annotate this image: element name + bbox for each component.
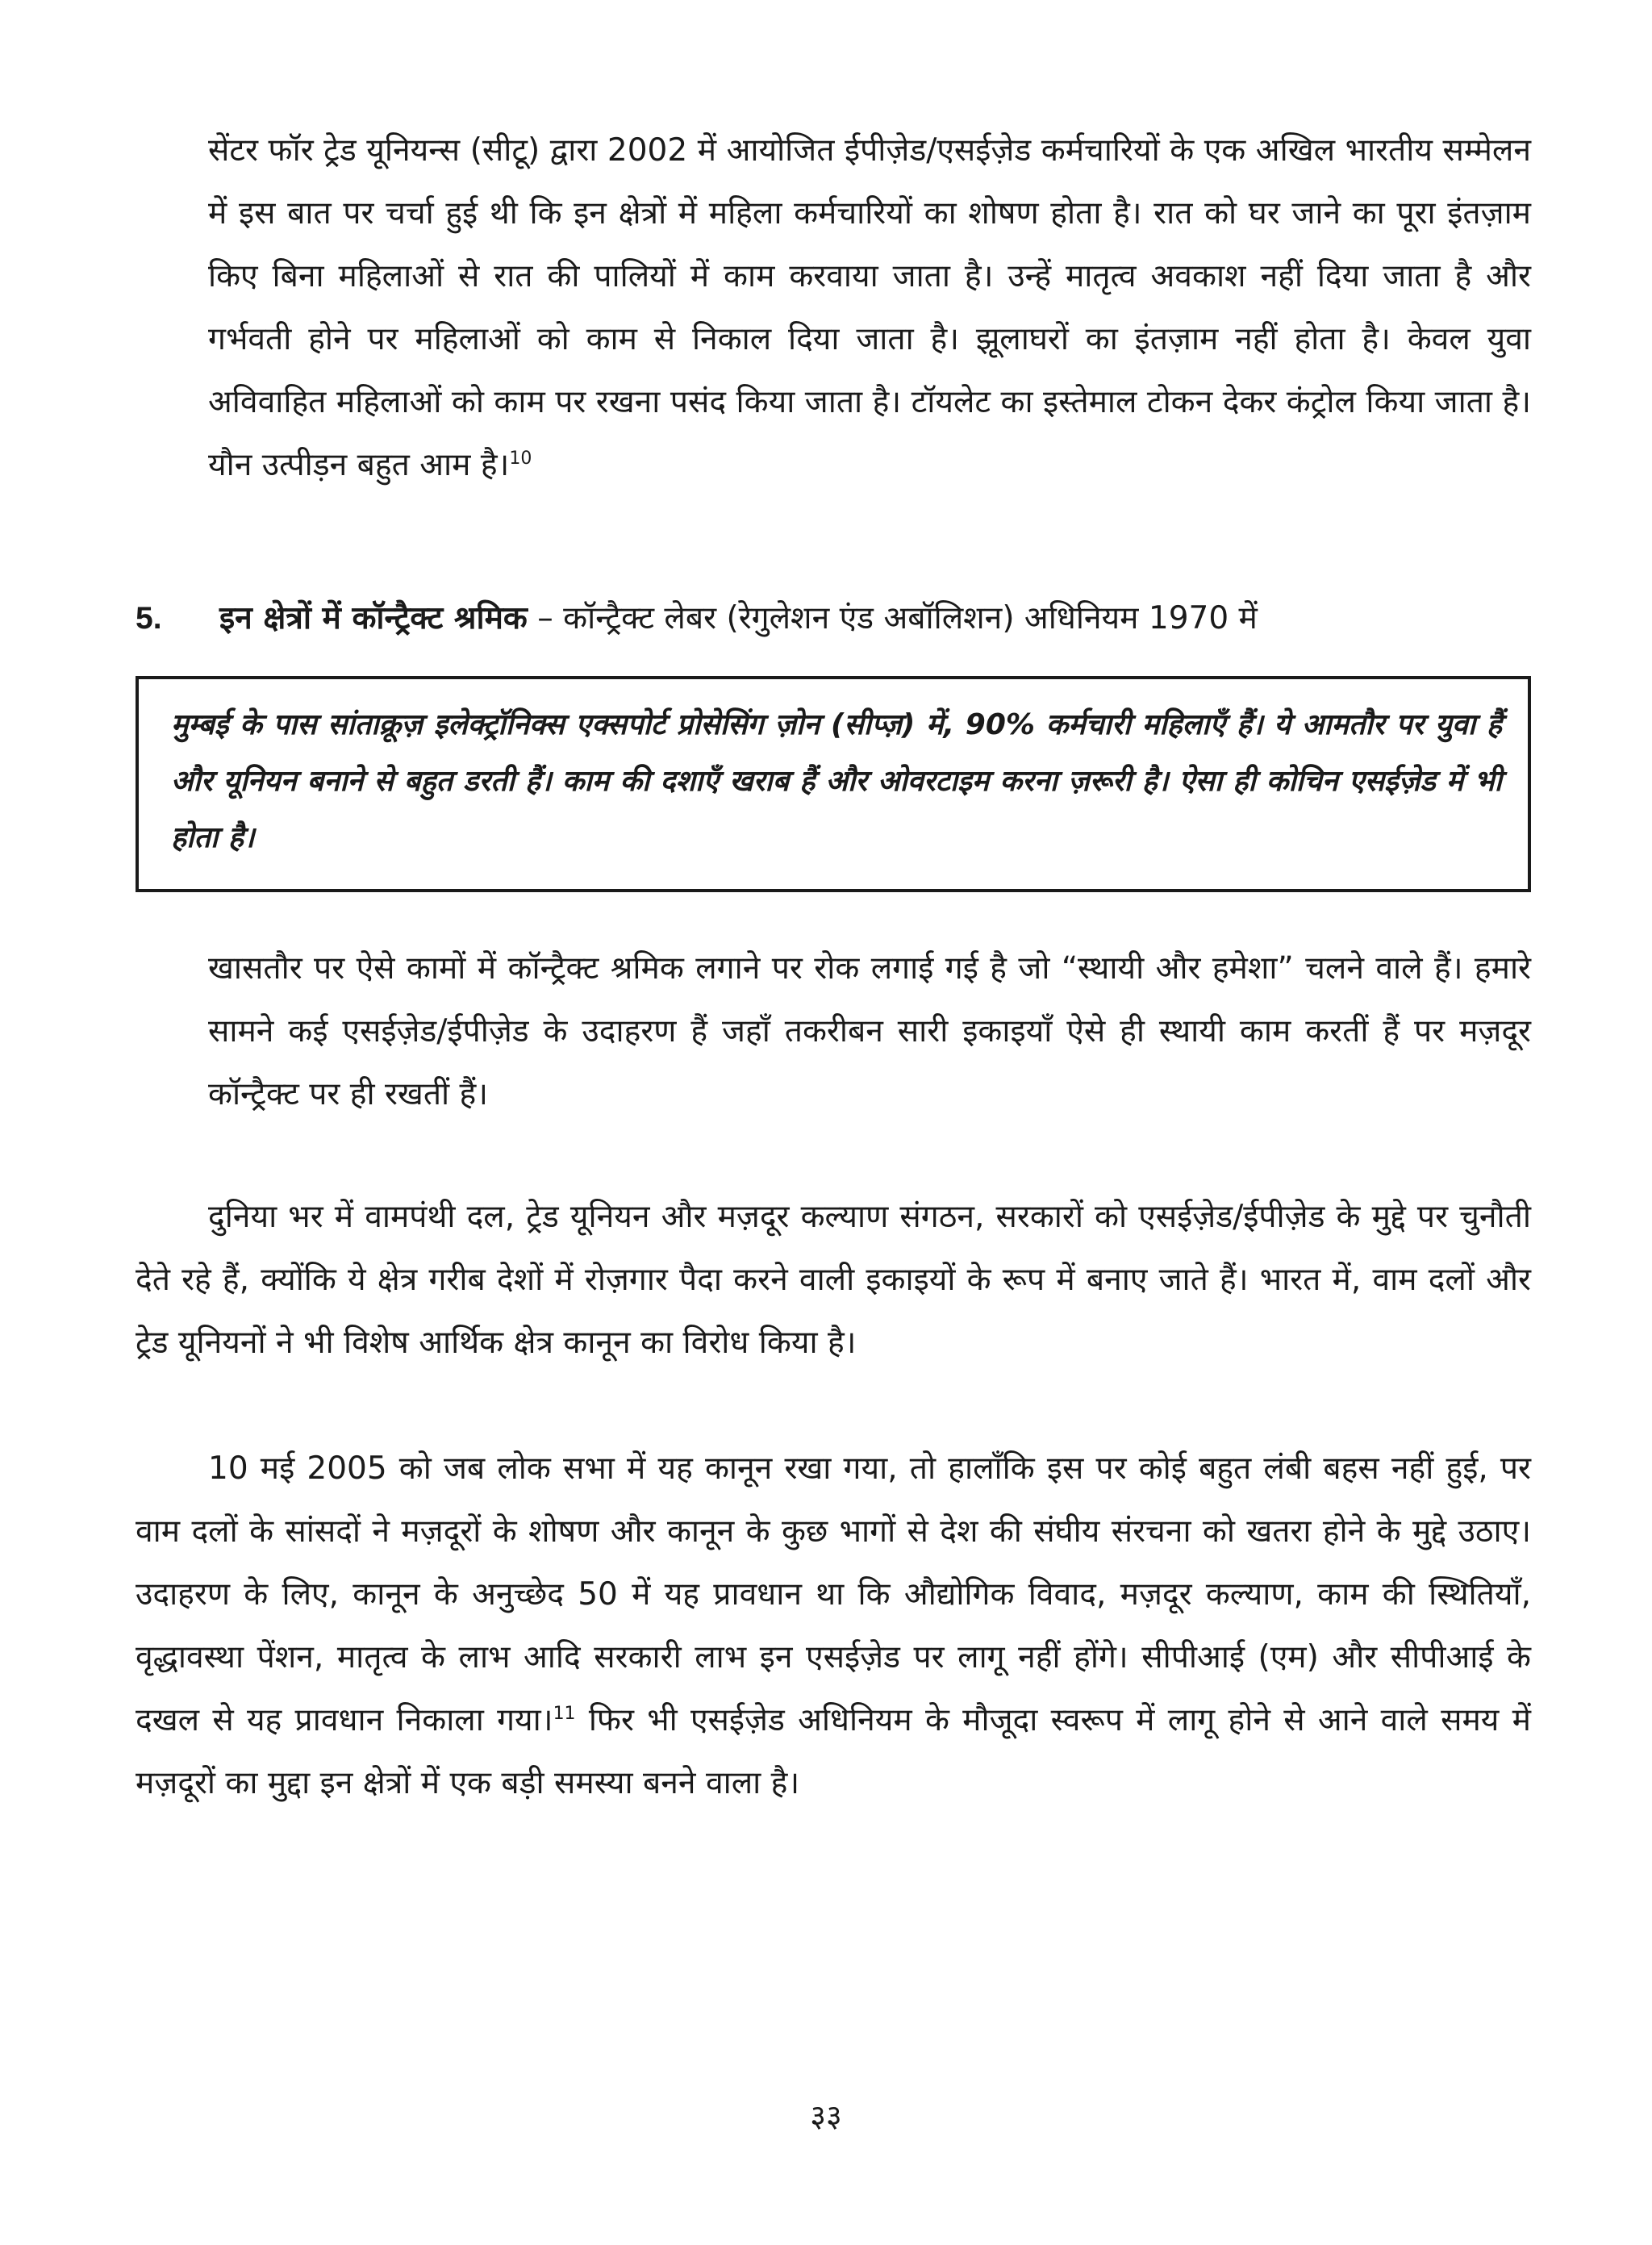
paragraph-left-parties: दुनिया भर में वामपंथी दल, ट्रेड यूनियन और मज़दूर कल्याण संगठन, सरकारों को एसईज़ेड/ईपीज़ेड के मुद्दे पर चुनौती देते रहे हैं, क्योंकि ये क्षेत्र गरीब देशों में रोज़गार पैदा करने वाली इकाइयों के रूप में बनाए जाते हैं। भारत में, वाम दलों और ट्रेड यूनियनों ने भी विशेष आर्थिक क्षेत्र कानून का विरोध किया है। xyxy=(136,1199,1531,1361)
footnote-ref-11[interactable]: 11 xyxy=(553,1704,576,1724)
paragraph-text: सेंटर फॉर ट्रेड यूनियन्स (सीटू) द्वारा 2002 में आयोजित ईपीज़ेड/एसईज़ेड कर्मचारियों के एक अखिल भारतीय सम्मेलन में इस बात पर चर्चा हुई थी कि इन क्षेत्रों में महिला कर्मचारियों का शोषण होता है। रात को घर जाने का पूरा इंतज़ाम किए बिना महिलाओं से रात की पालियों में काम करवाया जाता है। उन्हें मातृत्व अवकाश नहीं दिया जाता है और गर्भवती होने पर महिलाओं को काम से निकाल दिया जाता है। झूलाघरों का इंतज़ाम नहीं होता है। केवल युवा अविवाहित महिलाओं को काम पर रखना पसंद किया जाता है। टॉयलेट का इस्तेमाल टोकन देकर कंट्रोल किया जाता है। यौन उत्पीड़न बहुत आम है। xyxy=(208,132,1531,483)
callout-box xyxy=(136,676,1531,892)
paragraph-women-workers xyxy=(208,119,1531,497)
list-item-number: 5. xyxy=(136,601,162,636)
paragraph-lok-sabha xyxy=(136,1438,1531,1815)
paragraph-contract-labour: खासतौर पर ऐसे कामों में कॉन्ट्रैक्ट श्रमिक लगाने पर रोक लगाई गई है जो “स्थायी और हमेशा” चलने वाले हैं। हमारे सामने कई एसईज़ेड/ईपीज़ेड के उदाहरण हैं जहाँ तकरीबन सारी इकाइयाँ ऐसे ही स्थायी काम करतीं हैं पर मज़दूर कॉन्ट्रैक्ट पर ही रखतीं हैं। xyxy=(208,950,1531,1112)
callout-text: मुम्बई के पास सांताक्रूज़ इलेक्ट्रॉनिक्स एक्सपोर्ट प्रोसेसिंग ज़ोन (सीप्ज़) में, 90% कर्मचारी महिलाएँ हैं। ये आमतौर पर युवा हैं और यूनियन बनाने से बहुत डरती हैं। काम की दशाएँ खराब हैं और ओवरटाइम करना ज़रूरी है। ऐसा ही कोचिन एसईज़ेड में भी होता है। xyxy=(171,708,1502,854)
list-item-title: इन क्षेत्रों में कॉन्ट्रैक्ट श्रमिक xyxy=(219,600,528,636)
footnote-ref-10[interactable]: 10 xyxy=(509,449,532,469)
page-number: ३३ xyxy=(810,2098,842,2134)
paragraph-text: 10 मई 2005 को जब लोक सभा में यह कानून रखा गया, तो हालाँकि इस पर कोई बहुत लंबी बहस नहीं हुई, पर वाम दलों के सांसदों ने मज़दूरों के शोषण और कानून के कुछ भागों से देश की संघीय संरचना को खतरा होने के मुद्दे उठाए। उदाहरण के लिए, कानून के अनुच्छेद 50 में यह प्रावधान था कि औद्योगिक विवाद, मज़दूर कल्याण, काम की स्थितियाँ, वृद्धावस्था पेंशन, मातृत्व के लाभ आदि सरकारी लाभ इन एसईज़ेड पर लागू नहीं होंगे। सीपीआई (एम) और सीपीआई के दखल से यह प्रावधान निकाला गया। xyxy=(136,1450,1531,1738)
paragraph-text-continued: फिर भी एसईज़ेड अधिनियम के मौजूदा स्वरूप में लागू होने से आने वाले समय में मज़दूरों का मुद्दा इन क्षेत्रों में एक बड़ी समस्या बनने वाला है। xyxy=(136,1702,1531,1801)
list-item-5 xyxy=(136,587,1531,650)
list-item-text: – कॉन्ट्रैक्ट लेबर (रेगुलेशन एंड अबॉलिशन) अधिनियम 1970 में xyxy=(527,600,1258,636)
